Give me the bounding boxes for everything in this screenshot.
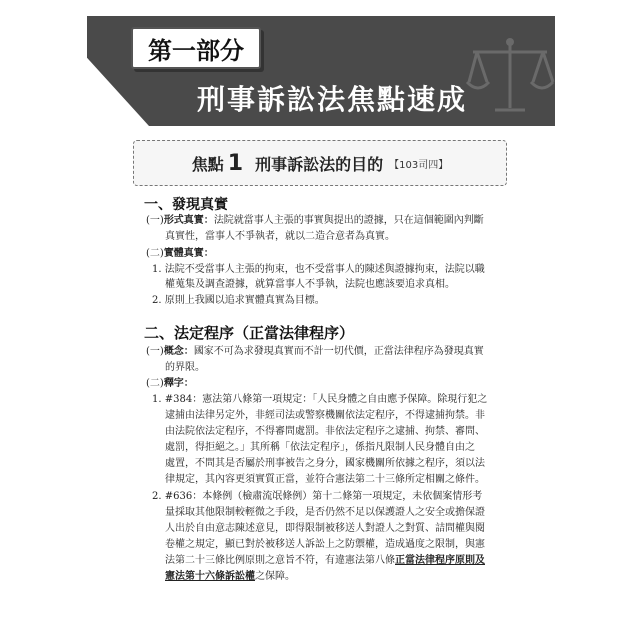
s1-sub1-line2: 權蒐集及調查證據，就算當事人不爭執，法院也應該要追求真相。 [165, 279, 455, 290]
s2-sub2-line5: 法第二十三條比例原則之意旨不符，有違憲法第八條正當法律程序原則及 [165, 555, 485, 566]
s1-item1-line2: 真實性，當事人不爭執者，就以二造合意者為真實。 [165, 231, 395, 242]
section1-heading: 一、發現真實 [144, 197, 228, 213]
s1-sub1-line1: 1. 法院不受當事人主張的拘束，也不受當事人的陳述與證據拘束，法院以職 [152, 264, 485, 275]
s2-sub2-line3: 人出於自由意志陳述意見，即得限制被移送人對證人之對質、詰問權與閱 [165, 523, 485, 534]
s2-item2-line: (二)釋字： [146, 378, 194, 389]
s2-sub1-line5: 處置，不問其是否屬於刑事被告之身分，國家機關所依據之程序，須以法 [165, 458, 485, 469]
focus-exam-tag: 【103司四】 [389, 159, 449, 171]
section2-heading: 二、法定程序（正當法律程序） [144, 324, 355, 342]
justice-scale-icon [465, 34, 555, 120]
s2-sub1-line3: 由法院依法定程序，不得審問處罰。非依法定程序之逮捕、拘禁、審問、 [165, 426, 485, 437]
part-title: 刑事訴訟法焦點速成 [197, 83, 468, 116]
focus-number: 1 [227, 150, 244, 176]
focus-box [133, 140, 507, 186]
s2-sub2-line4: 卷權之規定，顯已對於被移送人訴訟上之防禦權，造成過度之限制，與憲 [165, 539, 485, 550]
part-label: 第一部分 [131, 27, 261, 69]
s2-sub1-line4: 處罰，得拒絕之。」其所稱「依法定程序」，係指凡限制人民身體自由之 [165, 442, 475, 453]
s1-sub2-line1: 2. 原則上我國以追求實體真實為目標。 [152, 295, 325, 306]
s2-sub2-line6: 憲法第十六條訴訟權之保障。 [165, 571, 295, 582]
s2-item1-line2: 的界限。 [165, 362, 205, 373]
s1-item1-line1: (一)形式真實：法院就當事人主張的事實與提出的證據，只在這個範圍內判斷 [146, 215, 484, 226]
s2-sub2-line1: 2. #636：本條例（檢肅流氓條例）第十二條第一項規定，未依個案情形考 [152, 491, 483, 502]
s2-item1-line1: (一)概念：國家不可為求發現真實而不計一切代價，正當法律程序為發現真實 [146, 346, 484, 357]
s2-sub1-line1: 1. #384：憲法第八條第一項規定：「人民身體之自由應予保障。除現行犯之 [152, 394, 488, 405]
s2-sub1-line2: 逮捕由法律另定外，非經司法或警察機關依法定程序，不得逮捕拘禁。非 [165, 410, 485, 421]
s2-sub2-line2: 量採取其他限制較輕微之手段，是否仍然不足以保護證人之安全或擔保證 [165, 507, 485, 518]
s2-sub1-line6: 律規定，其內容更須實質正當，並符合憲法第二十三條所定相關之條件。 [165, 474, 485, 485]
focus-label: 焦點 [191, 154, 224, 174]
focus-title: 刑事訴訟法的目的 [255, 154, 384, 174]
s1-item2-line: (二)實體真實： [146, 248, 214, 259]
